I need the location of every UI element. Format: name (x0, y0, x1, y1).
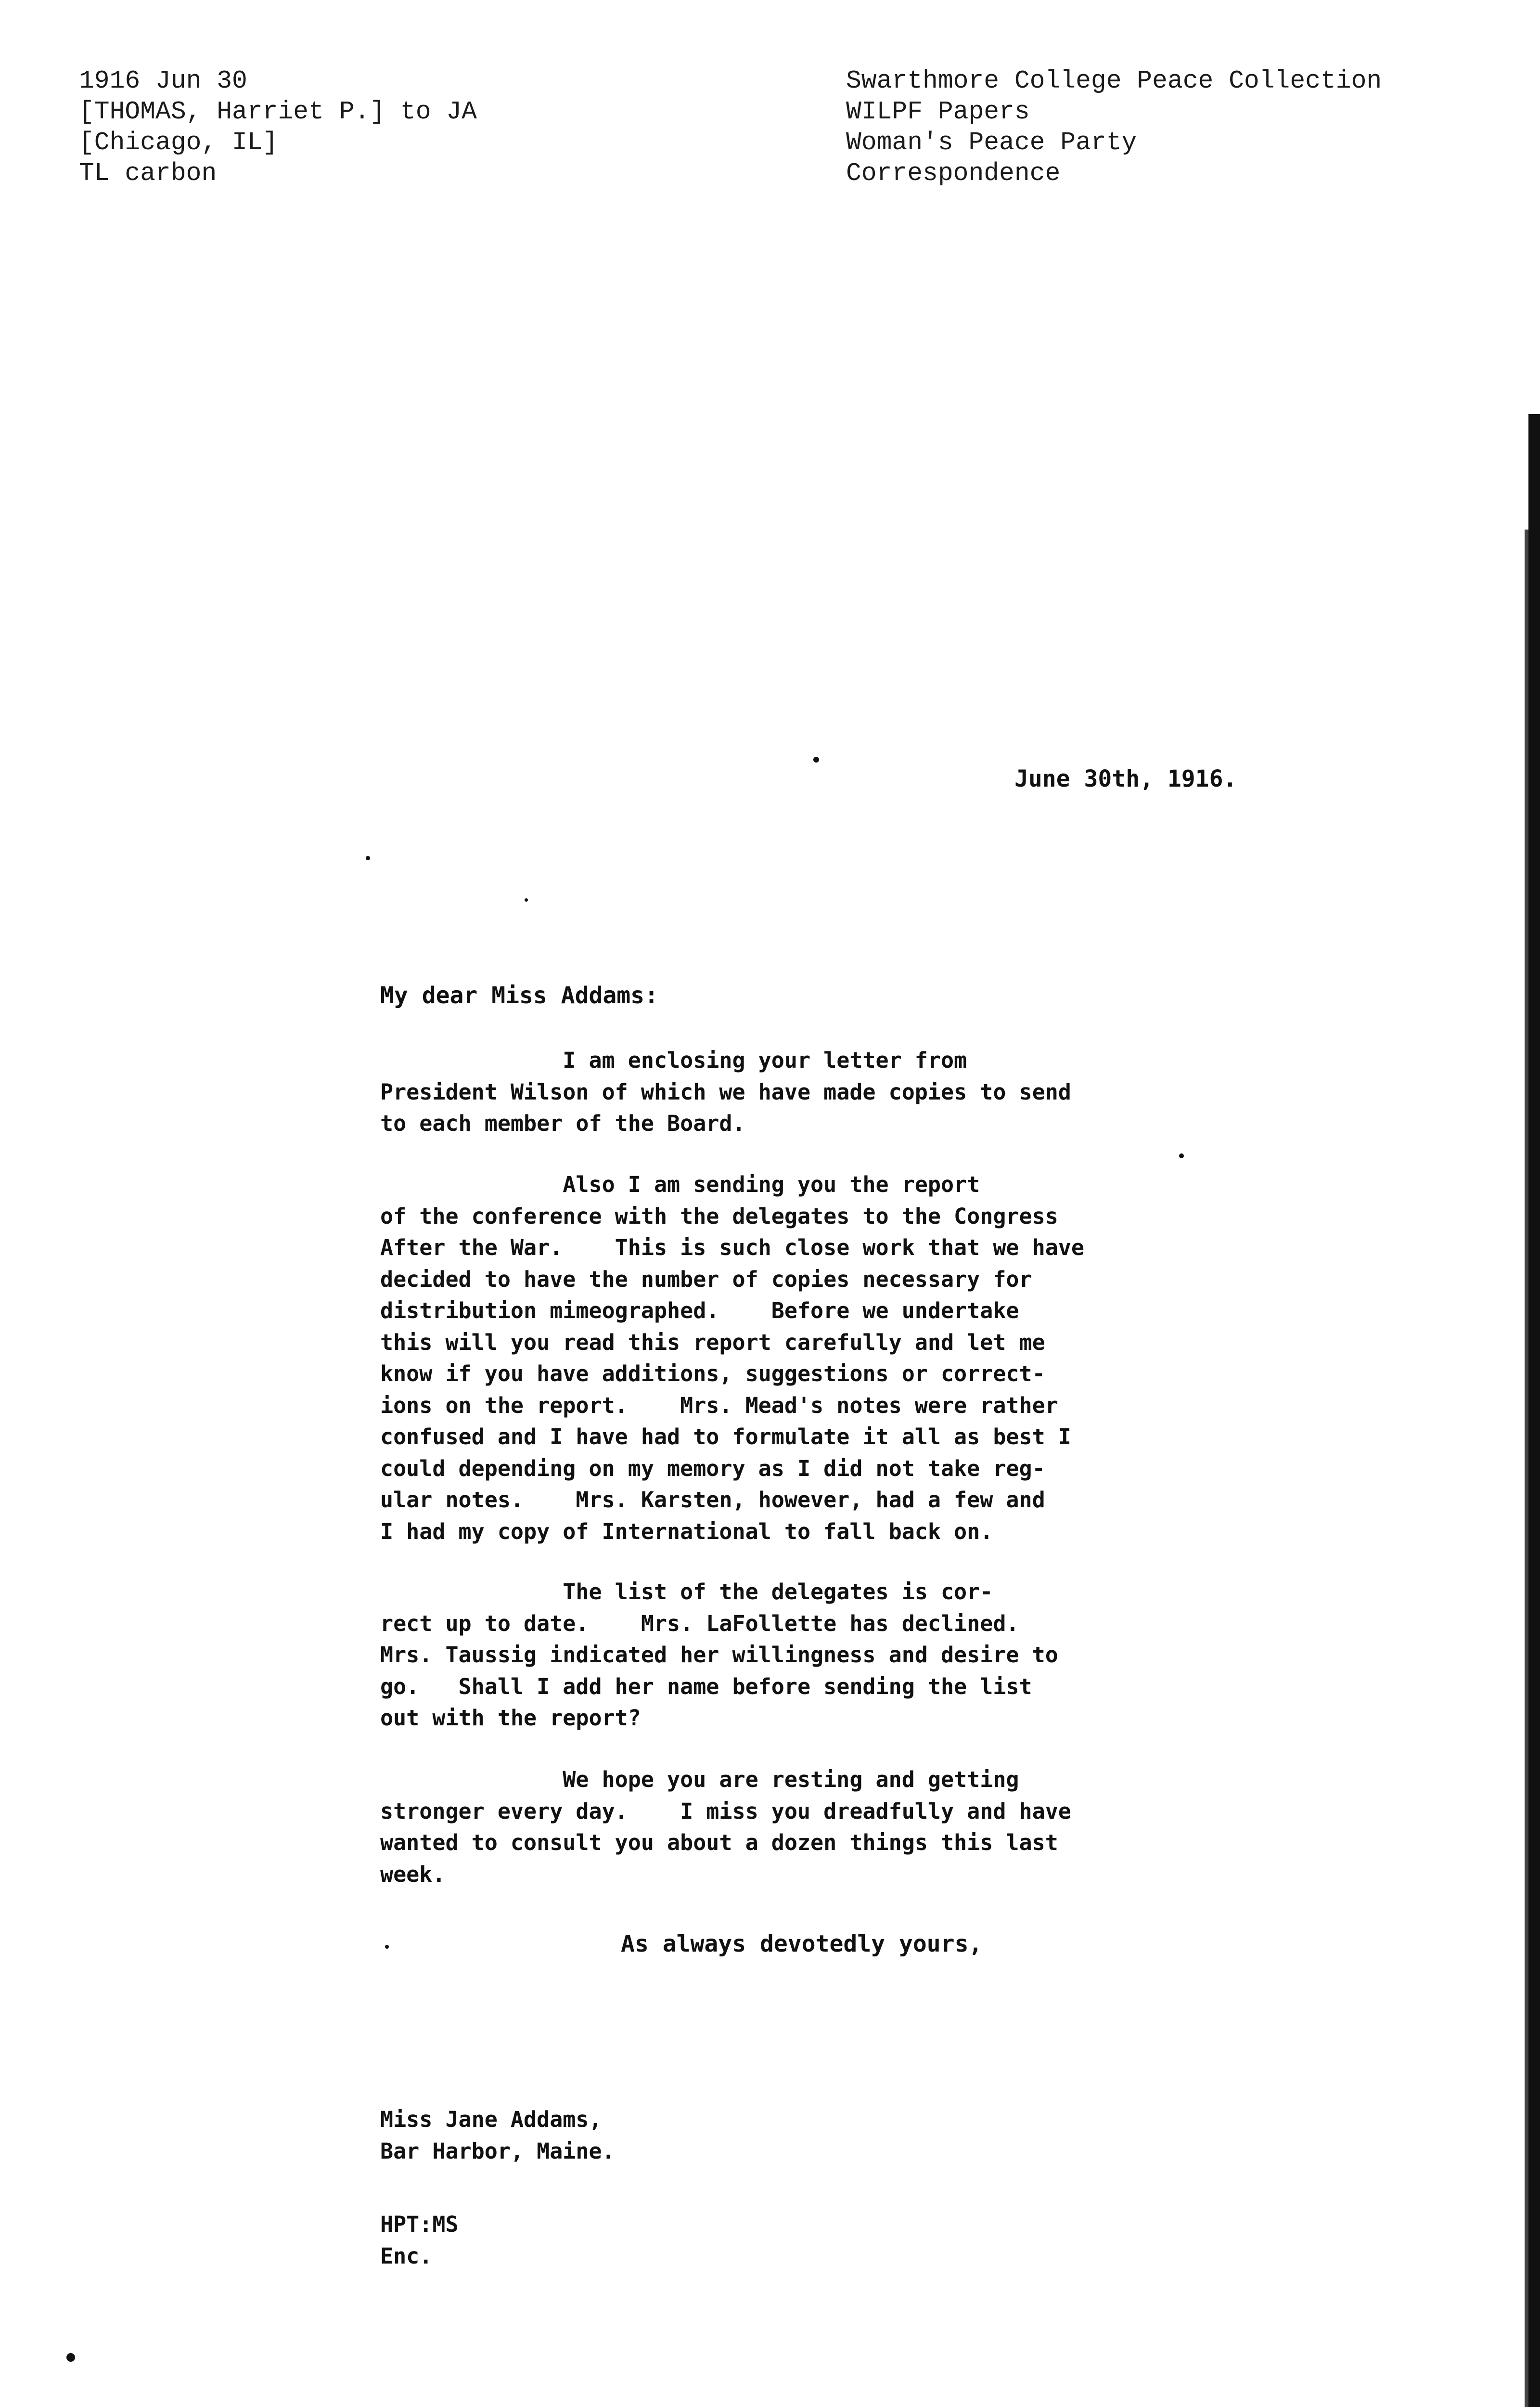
text-line: President Wilson of which we have made copies to send (380, 1079, 1071, 1105)
text-line: out with the report? (380, 1705, 641, 1731)
paragraph-2 (380, 1169, 1218, 1547)
text-line: go. Shall I add her name before sending the list (380, 1673, 1032, 1699)
scan-speck (385, 1945, 389, 1949)
scan-speck (525, 898, 528, 902)
text-line: Also I am sending you the report (380, 1172, 980, 1197)
text-line: I am enclosing your letter from (380, 1048, 967, 1073)
text-line: this will you read this report carefully and let me (380, 1329, 1045, 1355)
letter-date: June 30th, 1916. (1014, 765, 1237, 792)
text-line: decided to have the number of copies necessary for (380, 1266, 1032, 1292)
complimentary-close: As always devotedly yours, (621, 1930, 983, 1957)
enclosure-note: Enc. (380, 2243, 433, 2269)
scan-speck (813, 757, 819, 763)
text-line: I had my copy of International to fall back on. (380, 1518, 993, 1544)
recipient-address (380, 2104, 615, 2167)
archive-collection (846, 65, 1382, 189)
paragraph-1 (380, 1045, 1218, 1139)
scan-speck (66, 2353, 75, 2362)
text-line: Mrs. Taussig indicated her willingness and desire to (380, 1642, 1058, 1668)
citation-date: 1916 Jun 30 (79, 66, 247, 95)
text-line: ions on the report. Mrs. Mead's notes were rather (380, 1392, 1058, 1418)
scan-speck (1179, 1153, 1184, 1158)
text-line: distribution mimeographed. Before we undertake (380, 1298, 1019, 1323)
collection-name: Swarthmore College Peace Collection (846, 66, 1382, 95)
text-line: After the War. This is such close work that we have (380, 1235, 1084, 1260)
text-line: could depending on my memory as I did not take reg- (380, 1455, 1045, 1481)
text-line: The list of the delegates is cor- (380, 1579, 993, 1605)
citation-format: TL carbon (79, 159, 217, 188)
paragraph-3 (380, 1576, 1218, 1734)
archive-citation (79, 65, 477, 189)
text-line: wanted to consult you about a dozen things this last (380, 1830, 1058, 1855)
text-line: know if you have additions, suggestions or correct- (380, 1361, 1045, 1386)
collection-series: WILPF Papers (846, 97, 1030, 126)
text-line: week. (380, 1861, 446, 1887)
collection-folder: Correspondence (846, 159, 1061, 188)
collection-subseries: Woman's Peace Party (846, 128, 1137, 157)
text-line: We hope you are resting and getting (380, 1767, 1019, 1792)
scan-edge-right (1528, 414, 1540, 2407)
recipient-location: Bar Harbor, Maine. (380, 2138, 615, 2164)
recipient-name: Miss Jane Addams, (380, 2107, 602, 2132)
text-line: stronger every day. I miss you dreadfully and have (380, 1798, 1071, 1824)
paragraph-4 (380, 1764, 1218, 1890)
text-line: to each member of the Board. (380, 1111, 745, 1136)
typist-initials: HPT:MS (380, 2212, 459, 2237)
citation-place: [Chicago, IL] (79, 128, 278, 157)
text-line: confused and I have had to formulate it all as best I (380, 1424, 1071, 1449)
text-line: of the conference with the delegates to the Congress (380, 1203, 1058, 1229)
scan-speck (366, 856, 370, 860)
text-line: ular notes. Mrs. Karsten, however, had a few and (380, 1487, 1045, 1513)
salutation: My dear Miss Addams: (380, 982, 658, 1009)
reference-initials (380, 2209, 459, 2272)
scan-edge-shadow (1525, 530, 1528, 2407)
text-line: rect up to date. Mrs. LaFollette has declined. (380, 1610, 1019, 1636)
citation-correspondents: [THOMAS, Harriet P.] to JA (79, 97, 477, 126)
